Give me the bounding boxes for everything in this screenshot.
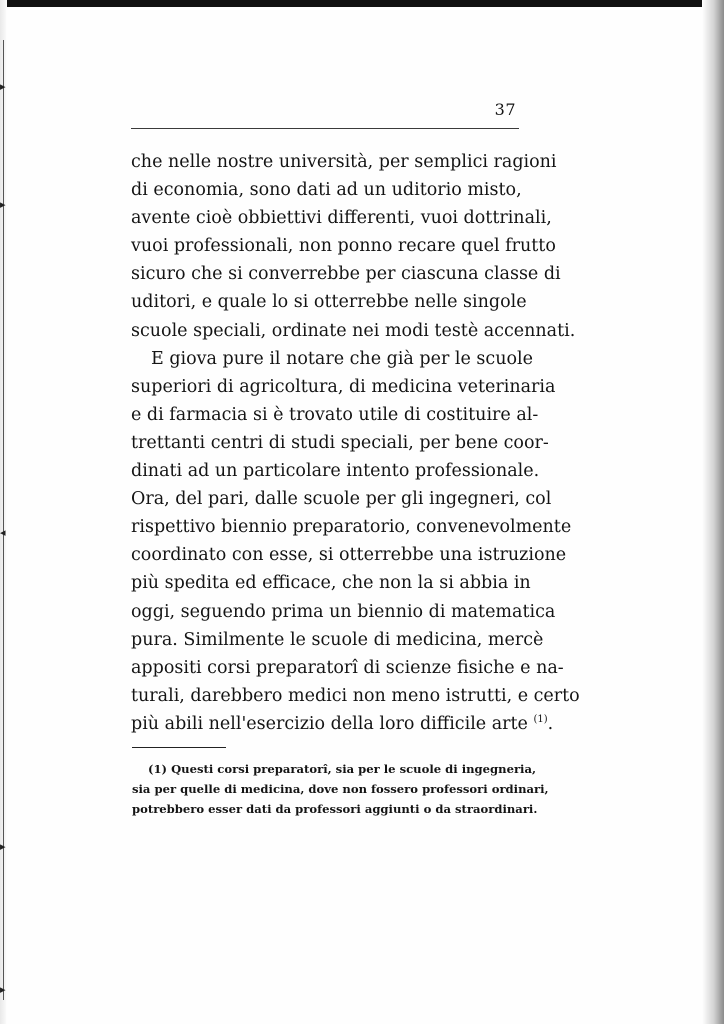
header-rule <box>131 128 519 129</box>
body-line: vuoi professionali, non ponno recare quel frutto <box>131 236 556 257</box>
footnote-line: (1) Questi corsi preparatorî, sia per le scuole di ingegneria, <box>148 762 536 776</box>
body-line: e di farmacia si è trovato utile di costituire al- <box>131 404 539 425</box>
binding-mark-icon: ◂ <box>0 526 6 539</box>
page-number: 37 <box>494 100 516 119</box>
binding-mark-icon: ▸ <box>0 198 6 211</box>
scan-top-border <box>0 0 724 7</box>
binding-mark-icon: ▸ <box>0 983 6 996</box>
binding-mark-icon: ▸ <box>0 840 6 853</box>
binding-line <box>3 40 4 1000</box>
footnote-reference: (1) <box>533 713 548 725</box>
body-line: Ora, del pari, dalle scuole per gli ingegneri, col <box>131 489 552 510</box>
body-line: turali, darebbero medici non meno istrutti, e certo <box>131 685 580 706</box>
body-text <box>131 148 580 738</box>
footnote-line: potrebbero esser dati da professori aggiunti o da straordinari. <box>132 802 538 816</box>
scan-right-shadow <box>702 0 724 1024</box>
body-line: dinati ad un particolare intento professionale. <box>131 461 540 482</box>
binding-mark-icon: ▸ <box>0 80 6 93</box>
body-line: che nelle nostre università, per semplici ragioni <box>131 152 557 172</box>
body-line: scuole speciali, ordinate nei modi testè accennati. <box>131 320 576 341</box>
body-line: sicuro che si converrebbe per ciascuna classe di <box>131 264 561 285</box>
body-line: trettanti centri di studi speciali, per bene coor- <box>131 432 549 453</box>
body-line: pura. Similmente le scuole di medicina, mercè <box>131 629 544 650</box>
body-line-final <box>131 710 554 738</box>
body-line: superiori di agricoltura, di medicina veterinaria <box>131 376 556 397</box>
final-punctuation: . <box>547 713 554 734</box>
footnotes <box>132 759 549 819</box>
body-line: oggi, seguendo prima un biennio di matematica <box>131 601 556 622</box>
body-line: uditori, e quale lo si otterrebbe nelle singole <box>131 292 527 313</box>
body-line: E giova pure il notare che già per le scuole <box>151 348 533 369</box>
body-line: avente cioè obbiettivi differenti, vuoi dottrinali, <box>131 208 552 229</box>
body-line: coordinato con esse, si otterrebbe una istruzione <box>131 545 567 566</box>
body-line-final-text: più abili nell'esercizio della loro difficile arte <box>131 713 528 734</box>
body-line: rispettivo biennio preparatorio, convenevolmente <box>131 517 572 538</box>
footnote-rule <box>132 747 226 748</box>
scan-left-edge <box>0 0 7 1024</box>
footnote-line: sia per quelle di medicina, dove non fossero professori ordinari, <box>132 782 549 796</box>
body-line: di economia, sono dati ad un uditorio misto, <box>131 180 522 201</box>
body-line: più spedita ed efficace, che non la si abbia in <box>131 573 531 594</box>
body-line: appositi corsi preparatorî di scienze fisiche e na- <box>131 657 564 678</box>
